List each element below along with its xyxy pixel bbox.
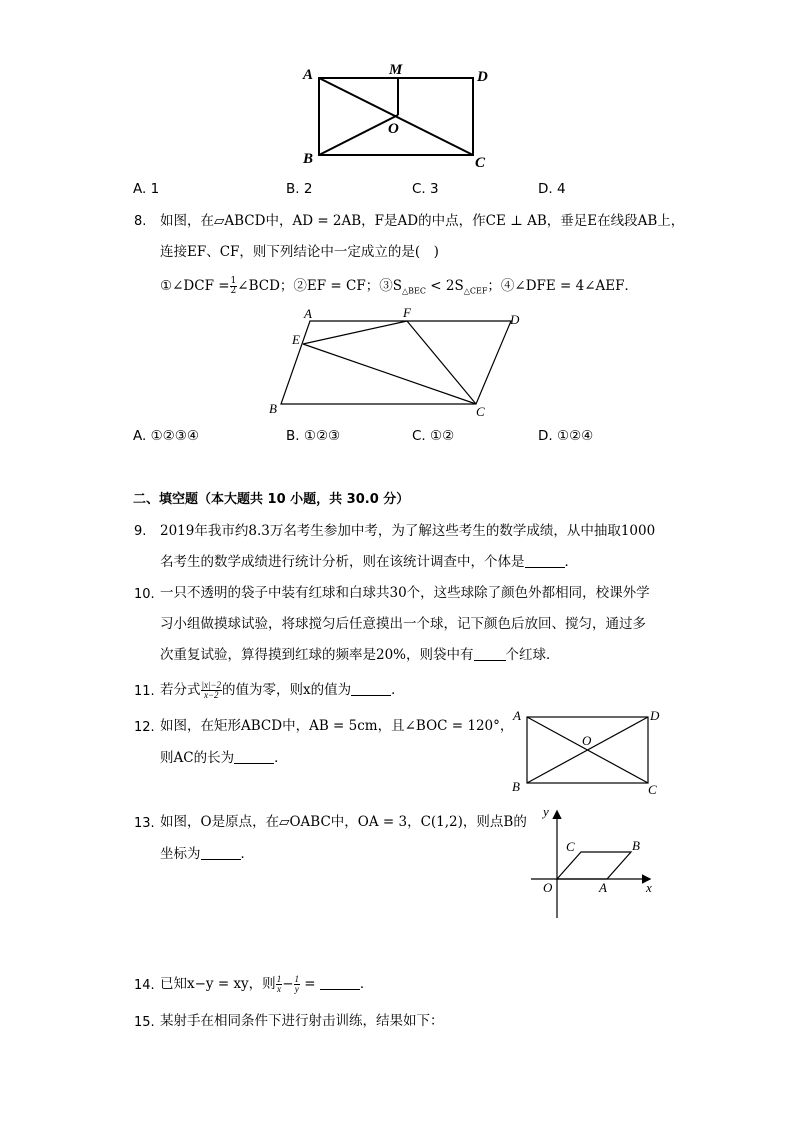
q13-line2 — [160, 844, 254, 864]
parallelogram-oabc — [557, 852, 631, 879]
label-f: F — [403, 305, 411, 320]
q8-line1: 如图，在▱ABCD中，AD = 2AB，F是AD的中点，作CE ⊥ AB，垂足E在线段AB上， — [160, 213, 685, 229]
q8-stmt-b: ∠BCD；②EF = CF；③S — [237, 278, 402, 294]
q12-line2-end: ． — [274, 750, 288, 766]
label-o: O — [543, 880, 553, 895]
q11-end: ． — [391, 682, 405, 698]
q8-frac-numerator: 1 — [230, 276, 237, 286]
q10-line3-text: 次重复试验，算得摸到红球的频率是20%，则袋中有 — [160, 647, 474, 663]
label-c: C — [648, 782, 657, 797]
label-o: O — [388, 121, 399, 137]
label-a: A — [513, 708, 521, 723]
q10-line3-end: 个红球． — [505, 647, 560, 663]
q14-fraction-2 — [294, 975, 301, 994]
q8-stmt-d: ；④∠DFE = 4∠AEF． — [487, 278, 639, 294]
q14-line — [160, 974, 373, 994]
q10-line1: 一只不透明的袋子中装有红球和白球共30个，这些球除了颜色外都相同，校课外学 — [160, 585, 650, 601]
q9-line2 — [160, 552, 578, 572]
q7-option-b: B. 2 — [286, 181, 313, 197]
q8-number: 8. — [134, 214, 147, 229]
q13-line2-end: ． — [240, 846, 254, 862]
q12-line2 — [160, 748, 288, 768]
q9-line1: 2019年我市约8.3万名考生参加中考，为了解这些考生的数学成绩，从中抽取1000 — [160, 523, 656, 539]
q8-frac-denominator: 2 — [230, 286, 237, 296]
q12-line2-text: 则AC的长为 — [160, 750, 235, 766]
q14-f2-numerator: 1 — [294, 974, 299, 984]
q15-line1: 某射手在相同条件下进行射击训练，结果如下： — [160, 1013, 444, 1029]
segment-ec — [303, 344, 476, 404]
q8-statements — [160, 276, 638, 302]
q11-answer-blank[interactable] — [351, 681, 391, 696]
q13-answer-blank[interactable] — [201, 845, 241, 860]
q8-option-b: B. ①②③ — [286, 428, 341, 444]
label-d: D — [650, 708, 660, 723]
q8-option-c: C. ①② — [412, 428, 455, 444]
segment-ef — [303, 321, 407, 344]
q9-line2-text: 名考生的数学成绩进行统计分析，则在该统计调查中，个体是 — [160, 554, 525, 570]
label-d: D — [477, 69, 488, 85]
label-a: A — [303, 67, 314, 83]
q9-line2-end: ． — [564, 554, 578, 570]
q14-number: 14. — [134, 978, 155, 993]
label-c: C — [476, 404, 485, 419]
q10-answer-blank[interactable] — [474, 646, 506, 661]
q11-number: 11. — [134, 684, 155, 699]
q10-line2: 习小组做摸球试验，将球搅匀后任意摸出一个球，记下颜色后放回、搅匀，通过多 — [160, 616, 646, 632]
q15-number: 15. — [134, 1015, 155, 1030]
q10-line3 — [160, 645, 560, 665]
figure-rectangle-amd — [295, 55, 505, 175]
label-x: x — [646, 880, 652, 895]
q11-fraction — [201, 681, 223, 700]
q8-stmt-a: ①∠DCF = — [160, 278, 230, 294]
q13-number: 13. — [134, 816, 155, 831]
label-c: C — [475, 155, 486, 171]
label-a: A — [599, 880, 607, 895]
label-d: D — [510, 312, 520, 327]
q14-f1-denominator: x — [276, 984, 281, 994]
q14-f1-numerator: 1 — [276, 974, 282, 984]
figure-coordinate-q13 — [525, 800, 665, 925]
q11-frac-numerator: |x|−2 — [201, 680, 222, 690]
q14-equals: = — [304, 976, 316, 992]
q7-option-d: D. 4 — [538, 181, 566, 197]
q7-option-a: A. 1 — [133, 181, 160, 197]
segment-bo — [319, 115, 398, 155]
label-y: y — [543, 804, 549, 819]
label-b: B — [303, 151, 314, 167]
q7-option-c: C. 3 — [412, 181, 439, 197]
q13-line1: 如图，O是原点，在▱OABC中，OA = 3，C(1,2)，则点B的 — [160, 814, 527, 830]
q14-answer-blank[interactable] — [320, 975, 360, 990]
label-e: E — [292, 332, 300, 347]
label-o: O — [582, 733, 592, 748]
q11-line — [160, 680, 405, 700]
q8-option-a: A. ①②③④ — [133, 428, 199, 444]
q11-mid: 的值为零，则x的值为 — [222, 682, 352, 698]
q14-pre: 已知x−y = xy，则 — [160, 976, 276, 992]
q9-answer-blank[interactable] — [525, 553, 565, 568]
q8-sub-bec: △BEC — [401, 286, 426, 296]
figure-parallelogram-q8 — [260, 300, 530, 425]
q9-number: 9. — [134, 524, 147, 539]
parallelogram-abcd — [281, 321, 511, 404]
q11-pre: 若分式 — [160, 682, 201, 698]
section-heading: 二、填空题（本大题共 10 小题，共 30.0 分） — [133, 492, 410, 507]
label-b: B — [512, 779, 520, 794]
figure-rectangle-q12 — [505, 703, 665, 798]
q14-minus: − — [282, 976, 294, 992]
q12-answer-blank[interactable] — [234, 749, 274, 764]
q10-number: 10. — [134, 587, 155, 602]
q12-line1: 如图，在矩形ABCD中，AB = 5cm，且∠BOC = 120°， — [160, 718, 514, 734]
q8-sub-cef: △CEF — [463, 286, 488, 296]
label-a: A — [304, 306, 312, 321]
label-b: B — [269, 401, 277, 416]
q14-f2-denominator: y — [294, 984, 299, 994]
q12-number: 12. — [134, 720, 155, 735]
label-c: C — [566, 839, 575, 854]
label-m: M — [389, 62, 403, 78]
q8-option-d: D. ①②④ — [538, 428, 594, 444]
q13-line2-text: 坐标为 — [160, 846, 201, 862]
label-b: B — [632, 838, 640, 853]
q8-line2: 连接EF、CF，则下列结论中一定成立的是( ) — [160, 244, 439, 260]
q11-frac-denominator: x−2 — [203, 690, 219, 700]
q14-end: ． — [359, 976, 374, 992]
q8-stmt-c: < 2S — [425, 278, 464, 294]
